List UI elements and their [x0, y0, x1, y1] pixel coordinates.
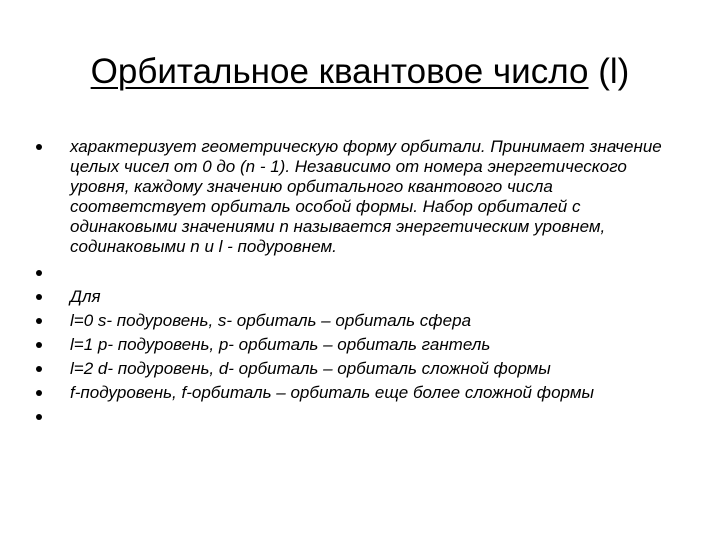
- bullet-item-l1: [36, 335, 676, 355]
- bullet-text: l=0 s- подуровень, s- орбиталь – орбиталь сфера: [70, 311, 472, 330]
- bullet-item-l2: [36, 359, 676, 379]
- bullet-text: f-подуровень, f-орбиталь – орбиталь еще более сложной формы: [70, 383, 594, 402]
- bullet-dot-icon: [36, 270, 42, 276]
- bullet-text: l=1 p- подуровень, p- орбиталь – орбиталь гантель: [70, 335, 491, 354]
- bullet-text: Для: [70, 287, 101, 306]
- bullet-item-definition: [36, 137, 676, 257]
- bullet-list: [36, 137, 676, 431]
- bullet-dot-icon: [36, 366, 42, 372]
- bullet-dot-icon: [36, 294, 42, 300]
- bullet-item-f: [36, 383, 676, 403]
- bullet-item-empty-last: [36, 407, 676, 427]
- bullet-text: характеризует геометрическую форму орбитали. Принимает значение целых чисел от 0 до (n - 1). Независимо от номера энергетического уровня, каждому значению орбитального квантового числа соответствует орбиталь особой формы. Набор орбиталей с одинаковыми значениями n называется энергетическим уровнем, содинаковыми n и l - подуровнем.: [70, 137, 662, 256]
- bullet-dot-icon: [36, 318, 42, 324]
- bullet-item-for: [36, 287, 676, 307]
- bullet-dot-icon: [36, 342, 42, 348]
- bullet-dot-icon: [36, 390, 42, 396]
- bullet-dot-icon: [36, 144, 42, 150]
- slide-title: [0, 48, 720, 96]
- title-suffix: (l): [598, 52, 630, 91]
- bullet-text: l=2 d- подуровень, d- орбиталь – орбиталь сложной формы: [70, 359, 551, 378]
- bullet-dot-icon: [36, 414, 42, 420]
- bullet-item-empty: [36, 263, 676, 283]
- title-main-text: Орбитальное квантовое число: [90, 52, 589, 91]
- bullet-item-l0: [36, 311, 676, 331]
